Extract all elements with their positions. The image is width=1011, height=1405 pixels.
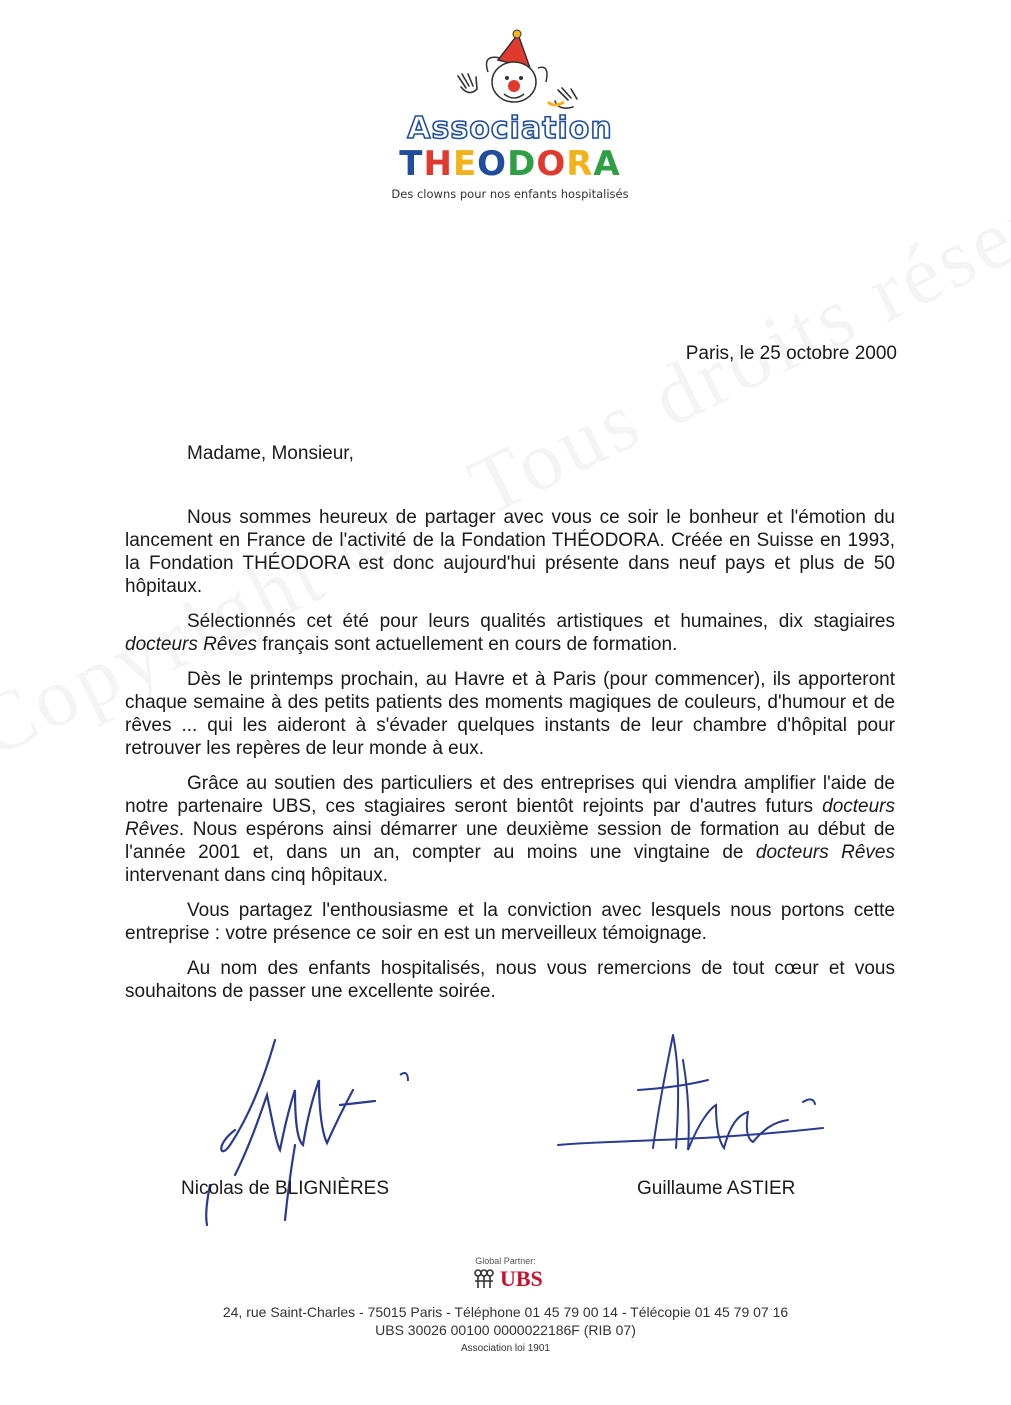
theodora-logo bbox=[380, 20, 640, 205]
ubs-keys-icon bbox=[472, 1268, 496, 1290]
ubs-name: UBS bbox=[500, 1266, 543, 1291]
logo-tagline: Des clowns pour nos enfants hospitalisés bbox=[391, 187, 629, 201]
logo-letter: O bbox=[536, 144, 567, 184]
signature-left bbox=[195, 1035, 425, 1235]
logo-letter: O bbox=[477, 144, 508, 184]
signer-right-name: Guillaume ASTIER bbox=[637, 1178, 796, 1199]
letter-body bbox=[125, 506, 895, 1015]
logo-letter: T bbox=[399, 144, 424, 184]
logo-letter: R bbox=[566, 144, 594, 184]
paragraph-4: Grâce au soutien des particuliers et des entreprises qui viendra amplifier l'aide de notre partenaire UBS, ces stagiaires seront bientôt rejoints par d'autres futurs docteurs Rêves. Nous espérons ainsi démarrer une deuxième session de formation au début de l'année 2001 et, dans un an, compter au moins une vingtaine de docteurs Rêves intervenant dans cinq hôpitaux. bbox=[125, 773, 895, 886]
logo-association-text: Association bbox=[407, 111, 613, 146]
logo-theodora-word bbox=[399, 144, 620, 184]
footer-legal: Association loi 1901 bbox=[461, 1343, 550, 1354]
signer-left-name: Nicolas de BLIGNIÈRES bbox=[181, 1178, 390, 1199]
logo-theodora-text bbox=[399, 144, 620, 184]
paragraph-6: Au nom des enfants hospitalisés, nous vous remercions de tout cœur et vous souhaitons de passer une excellente soirée. bbox=[125, 958, 895, 1002]
footer-bank: UBS 30026 00100 0000022186F (RIB 07) bbox=[375, 1322, 636, 1338]
logo-letter: A bbox=[593, 144, 621, 184]
global-partner-label: Global Partner: bbox=[475, 1256, 536, 1266]
signature-right bbox=[548, 1030, 838, 1180]
salutation: Madame, Monsieur, bbox=[187, 443, 354, 464]
letter-date: Paris, le 25 octobre 2000 bbox=[685, 343, 897, 364]
logo-letter: E bbox=[452, 144, 478, 184]
ubs-logo bbox=[472, 1266, 543, 1292]
paragraph-2: Sélectionnés cet été pour leurs qualités artistiques et humaines, dix stagiaires docteurs Rêves français sont actuellement en cours de formation. bbox=[125, 611, 895, 655]
logo-letter: D bbox=[507, 144, 537, 184]
footer-address: 24, rue Saint-Charles - 75015 Paris - Téléphone 01 45 79 00 14 - Télécopie 01 45 79 07 16 bbox=[222, 1304, 789, 1320]
logo-letter: H bbox=[423, 144, 453, 184]
paragraph-1: Nous sommes heureux de partager avec vous ce soir le bonheur et l'émotion du lancement en France de l'activité de la Fondation THÉODORA. Créée en Suisse en 1993, la Fondation THÉODORA est donc aujourd'hui présente dans neuf pays et plus de 50 hôpitaux. bbox=[125, 507, 895, 597]
paragraph-3: Dès le printemps prochain, au Havre et à Paris (pour commencer), ils apporteront chaque semaine à des petits patients des moments magiques de couleurs, d'humour et de rêves ... qui les aideront à s'évader quelques instants de leur chambre d'hôpital pour retrouver les repères de leur monde à eux. bbox=[125, 669, 895, 759]
paragraph-5: Vous partagez l'enthousiasme et la conviction avec lesquels nous portons cette entreprise : votre présence ce soir en est un merveilleux témoignage. bbox=[125, 900, 895, 944]
clown-icon bbox=[458, 30, 577, 108]
